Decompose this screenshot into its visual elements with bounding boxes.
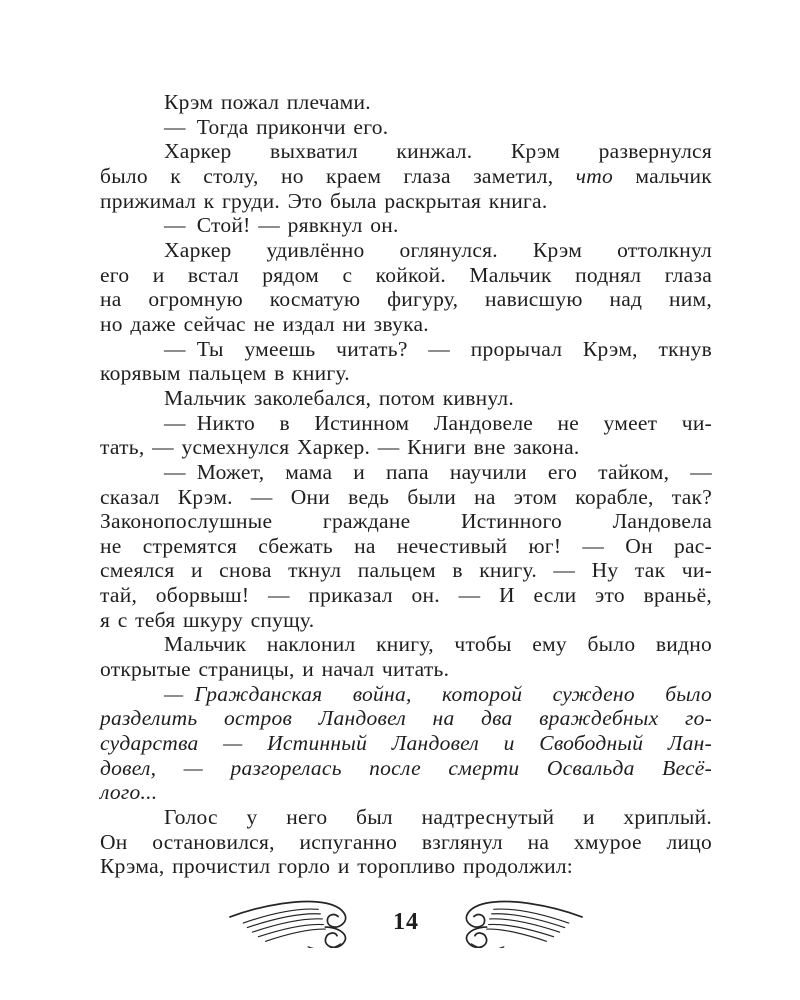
text-line (100, 238, 712, 263)
text-segment: — Никто в Истинном Ландовеле не умеет чи- (164, 410, 712, 435)
text-line (100, 534, 712, 559)
text-segment-italic: разделить остров Ландовел на два враждебных го- (100, 706, 712, 731)
text-segment: смеялся и снова ткнул пальцем в книгу. — Ну так чи- (100, 558, 712, 583)
text-segment: но даже сейчас не издал ни звука. (100, 311, 429, 336)
text-line (100, 287, 712, 312)
text-line (100, 558, 712, 583)
text-segment: Крэма, прочистил горло и торопливо продолжил: (100, 854, 574, 879)
text-segment: прижимал к груди. Это была раскрытая книга. (100, 188, 548, 213)
text-segment-italic: лого... (100, 780, 158, 805)
text-line (100, 608, 712, 633)
text-line (100, 139, 712, 164)
text-line (100, 632, 712, 657)
text-line (100, 115, 712, 140)
text-segment-italic: что (575, 163, 614, 188)
text-line (100, 386, 712, 411)
text-segment: Харкер выхватил кинжал. Крэм развернулся (164, 139, 712, 164)
text-segment: Законопослушные граждане Истинного Ландовела (100, 509, 712, 534)
text-segment: мальчик (613, 163, 713, 188)
text-segment: — Может, мама и папа научили его тайком, — (164, 459, 712, 484)
text-segment: — Ты умеешь читать? — прорычал Крэм, ткнув (164, 336, 712, 361)
text-segment: было к столу, но краем глаза заметил, (100, 163, 576, 188)
text-line (100, 312, 712, 337)
text-segment: сказал Крэм. — Они ведь были на этом корабле, так? (100, 484, 712, 509)
text-line (100, 854, 712, 879)
text-line (100, 189, 712, 214)
text-line (100, 460, 712, 485)
page-footer (100, 896, 712, 948)
text-segment: — Стой! — рявкнул он. (164, 213, 399, 238)
text-segment-italic: — Гражданская война, которой суждено было (164, 681, 712, 706)
text-line (100, 583, 712, 608)
wave-flourish-left-icon (227, 896, 369, 948)
text-line (100, 90, 712, 115)
text-line (100, 263, 712, 288)
text-line (100, 164, 712, 189)
text-line (100, 805, 712, 830)
text-segment: — Тогда прикончи его. (164, 114, 389, 139)
text-segment: Мальчик наклонил книгу, чтобы ему было видно (164, 632, 712, 657)
text-segment: открытые страницы, и начал читать. (100, 657, 450, 682)
text-line (100, 657, 712, 682)
text-line (100, 756, 712, 781)
text-line (100, 706, 712, 731)
text-line (100, 731, 712, 756)
text-segment: на огромную косматую фигуру, нависшую над ним, (100, 287, 712, 312)
text-line (100, 337, 712, 362)
text-segment: Он остановился, испуганно взглянул на хмурое лицо (100, 829, 712, 854)
text-line (100, 509, 712, 534)
text-segment: не стремятся сбежать на нечестивый юг! — Он рас- (100, 533, 712, 558)
text-line (100, 682, 712, 707)
text-segment: тай, оборвыш! — приказал он. — И если это враньё, (100, 583, 712, 608)
text-line (100, 213, 712, 238)
text-line (100, 361, 712, 386)
text-line (100, 830, 712, 855)
text-line (100, 435, 712, 460)
text-segment: Крэм пожал плечами. (164, 90, 371, 114)
page-number: 14 (393, 908, 419, 935)
text-segment: Голос у него был надтреснутый и хриплый. (164, 805, 712, 830)
text-segment: Мальчик заколебался, потом кивнул. (164, 385, 515, 410)
text-segment: Харкер удивлённо оглянулся. Крэм оттолкнул (164, 237, 712, 262)
text-segment: тать, — усмехнулся Харкер. — Книги вне закона. (100, 435, 580, 460)
text-segment: я с тебя шкуру спущу. (100, 607, 315, 632)
text-block (100, 90, 712, 879)
text-segment-italic: довел, — разгорелась после смерти Освальда Весё- (100, 755, 712, 780)
text-line (100, 780, 712, 805)
text-line (100, 485, 712, 510)
text-segment-italic: сударства — Истинный Ландовел и Свободный Лан- (100, 731, 712, 756)
text-segment: корявым пальцем в книгу. (100, 361, 350, 386)
text-segment: его и встал рядом с койкой. Мальчик поднял глаза (100, 262, 712, 287)
wave-flourish-right-icon (443, 896, 585, 948)
text-line (100, 411, 712, 436)
